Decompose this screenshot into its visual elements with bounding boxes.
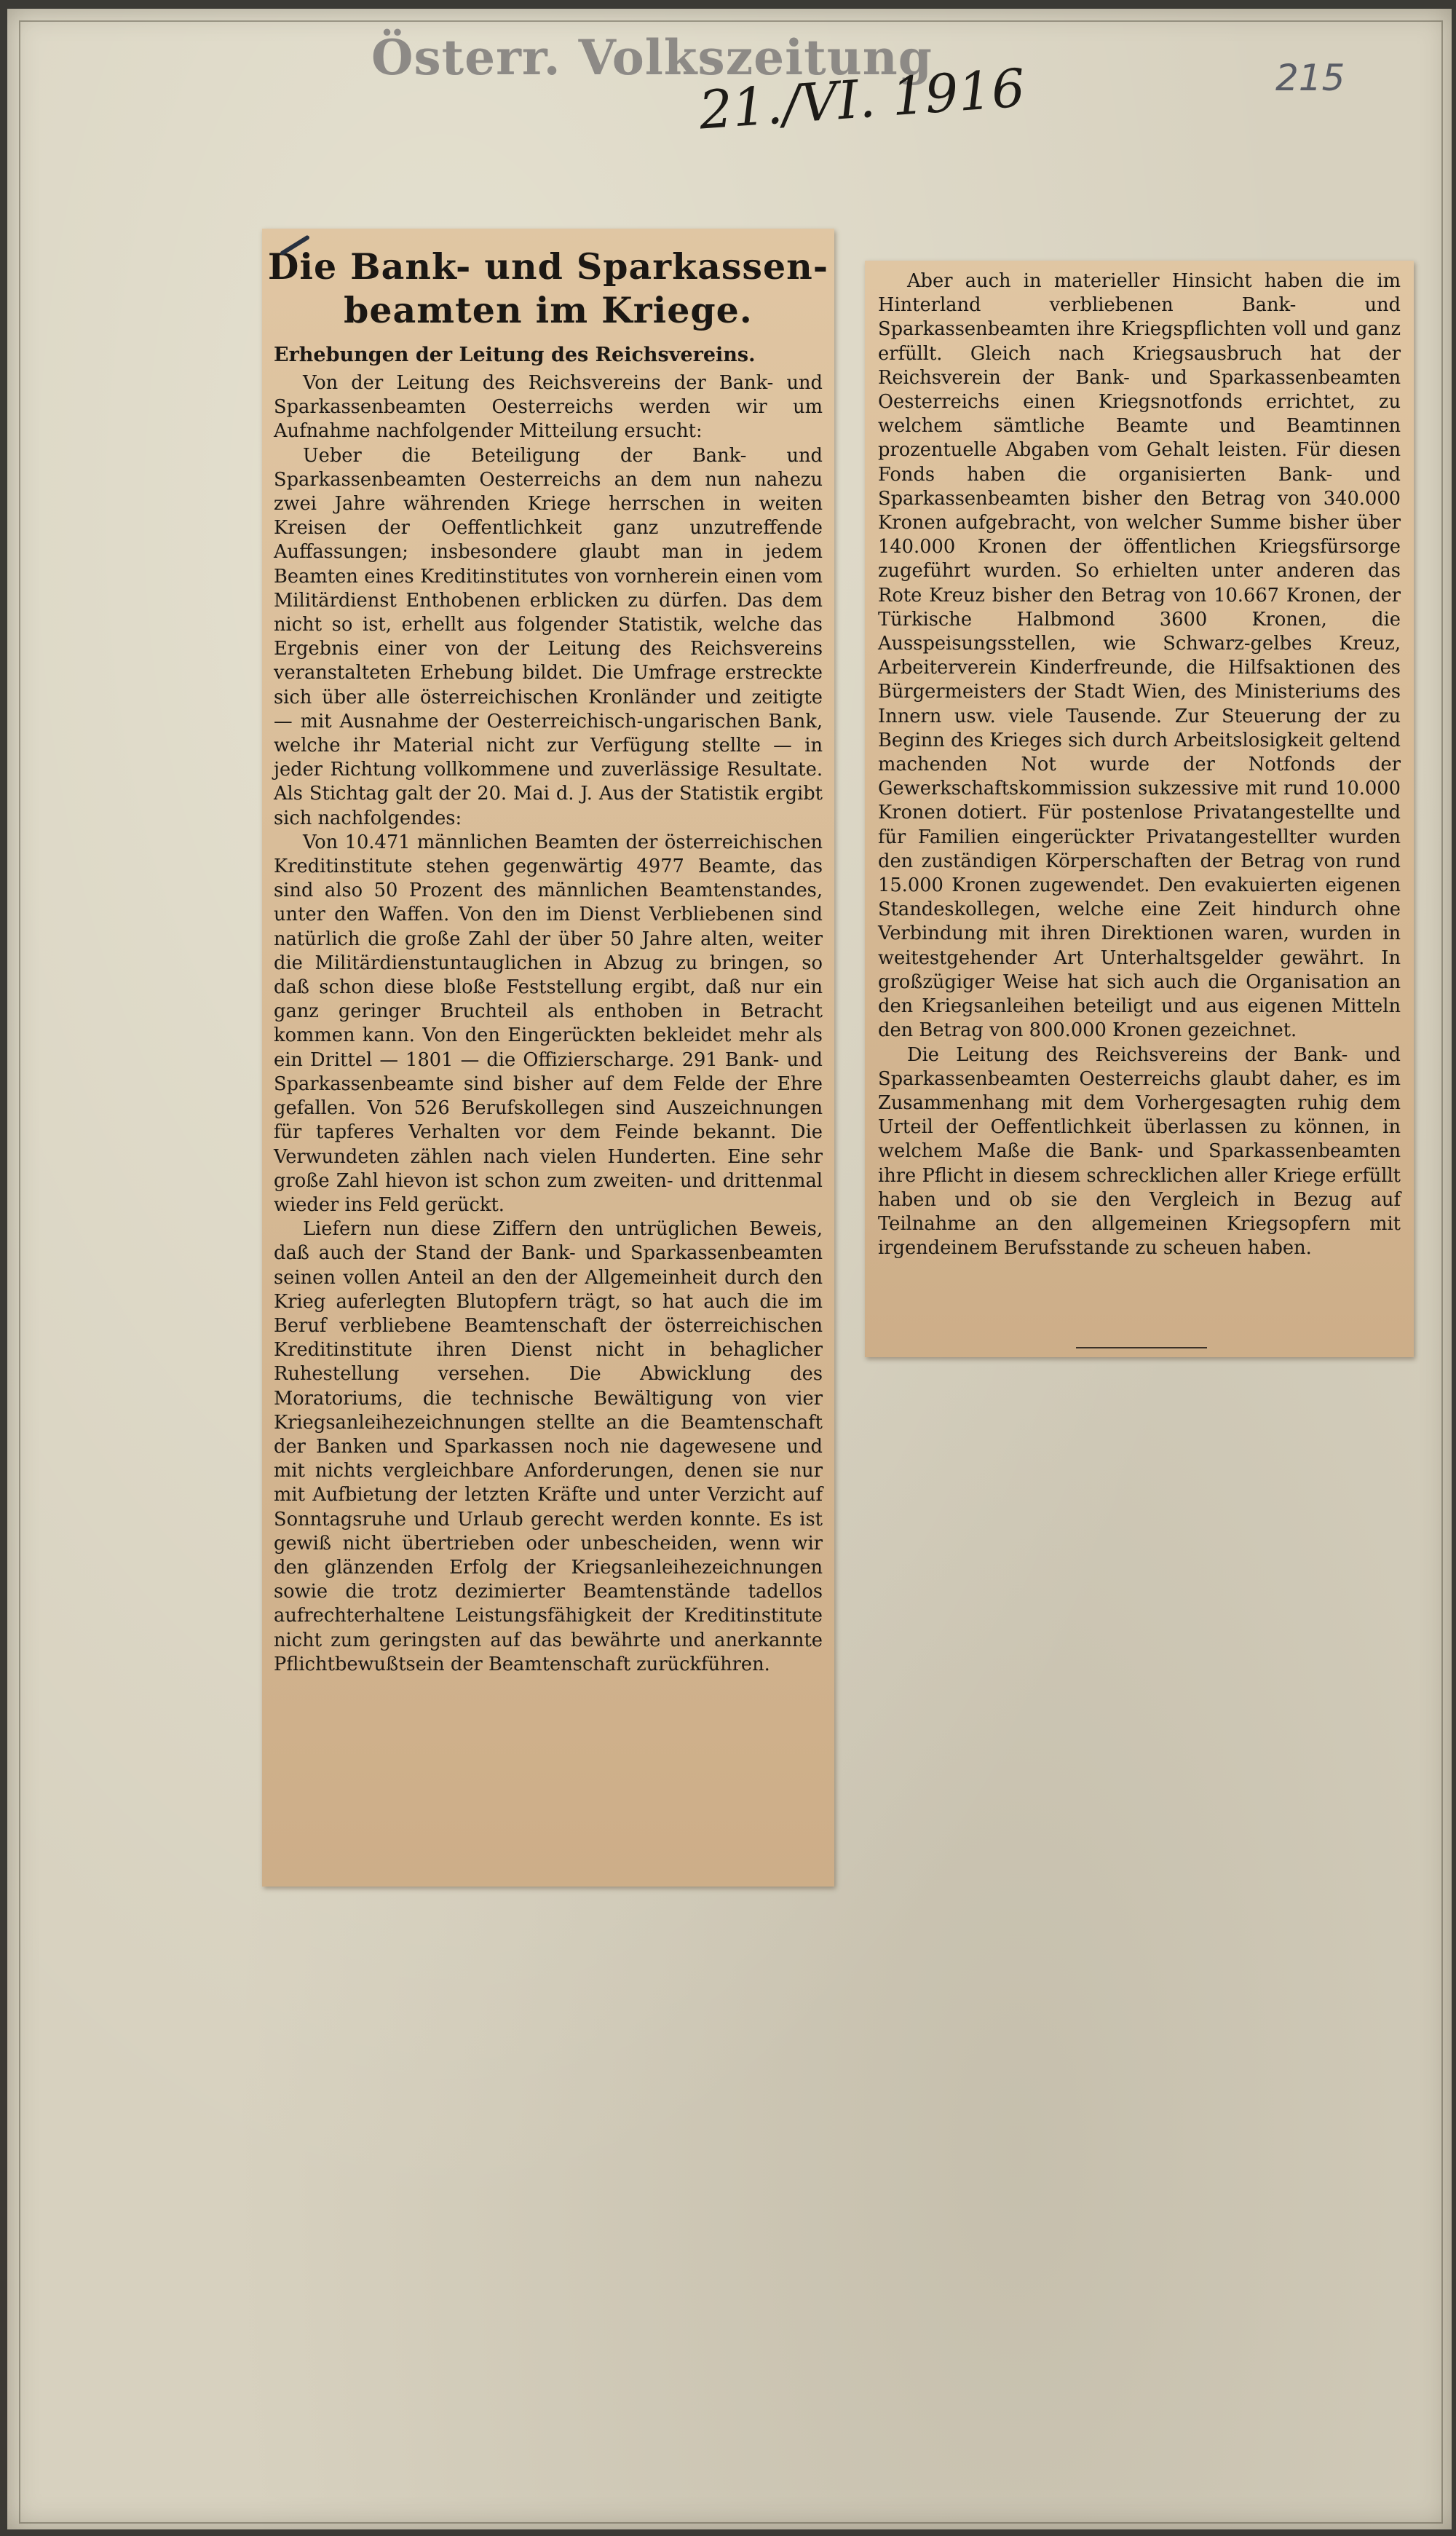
handwritten-date: 21./VI. 1916 bbox=[697, 57, 1027, 141]
column-2-paragraph: Aber auch in materieller Hinsicht haben die im Hinterland verbliebenen Bank- und Sparkassenbeamten ihre Kriegspflichten voll und ganz erfüllt. Gleich nach Kriegsausbruch hat der Reichsverein der Bank- und Sparkassenbeamten Oesterreichs einen Kriegsnotfonds errichtet, zu welchem sämtliche Beamte und Beamtinnen prozentuelle Abgaben vom Gehalt leisten. Für diesen Fonds haben die organisierten Bank- und Sparkassenbeamten bisher den Betrag von 340.000 Kronen aufgebracht, von welcher Summe bisher über 140.000 Kronen der öffentlichen Kriegsfürsorge zugeführt wurden. So erhielten unter anderen das Rote Kreuz bisher den Betrag von 10.667 Kronen, der Türkische Halbmond 3600 Kronen, die Ausspeisungsstellen, wie Schwarz-gelbes Kreuz, Arbeiterverein Kinderfreunde, die Hilfsaktionen des Bürgermeisters der Stadt Wien, des Ministeriums des Innern usw. viele Tausende. Zur Steuerung der zu Beginn des Krieges sich durch Arbeitslosigkeit geltend machenden Not wurde der Notfonds der Gewerkschaftskommission sukzessive mit rund 10.000 Kronen dotiert. Für postenlose Privatangestellte und für Familien eingerückter Privatangestellter wurden den zuständigen Körperschaften der Betrag von rund 15.000 Kronen zugewendet. Den evakuierten eigenen Standeskollegen, welche eine Zeit hindurch ohne Verbindung mit ihren Direktionen waren, wurden in weitestgehender Art Unterhaltsgelder gewährt. In großzügiger Weise hat sich auch die Organisation an den Kriegsanleihen beteiligt und aus eigenen Mitteln den Betrag von 800.000 Kronen gezeichnet. bbox=[878, 270, 1401, 1042]
article-clipping-left bbox=[262, 229, 834, 1887]
page-number: 215 bbox=[1275, 57, 1345, 99]
column-1-paragraph: Von 10.471 männlichen Beamten der österreichischen Kreditinstitute stehen gegenwärtig 4977 Beamte, das sind also 50 Prozent des männlichen Beamtenstandes, unter den Waffen. Von den im Dienst Verbliebenen sind natürlich die große Zahl der über 50 Jahre alten, weiter die Militärdienstuntauglichen in Abzug zu bringen, so daß schon diese bloße Feststellung ergibt, daß nur ein ganz geringer Bruchteil als enthoben in Betracht kommen kann. Von den Eingerückten bekleidet mehr als ein Drittel — 1801 — die Offizierscharge. 291 Bank- und Sparkassenbeamte sind bisher auf dem Felde der Ehre gefallen. Von 526 Berufskollegen sind Auszeichnungen für tapferes Verhalten vor dem Feinde bekannt. Die Verwundeten zählen nach vielen Hunderten. Eine sehr große Zahl hievon ist schon zum zweiten- und drittenmal wieder ins Feld gerückt. bbox=[274, 831, 823, 1216]
column-1-paragraph: Ueber die Beteiligung der Bank- und Sparkassenbeamten Oesterreichs an dem nun nahezu zwei Jahre währenden Kriege herrschen in weiten Kreisen der Oeffentlichkeit ganz unzutreffende Auffassungen; insbesondere glaubt man in jedem Beamten eines Kreditinstitutes von vornherein einen vom Militärdienst Enthobenen erblicken zu dürfen. Das dem nicht so ist, erhellt aus folgender Statistik, welche das Ergebnis einer von der Leitung des Reichsvereins veranstalteten Erhebung bildet. Die Umfrage erstreckte sich über alle österreichischen Kronländer und zeitigte — mit Ausnahme der Oesterreichisch-ungarischen Bank, welche ihr Material nicht zur Verfügung stellte — in jeder Richtung vollkommene und zuverlässige Resultate. Als Stichtag galt der 20. Mai d. J. Aus der Statistik ergibt sich nachfolgendes: bbox=[274, 444, 823, 829]
column-1-paragraph: Liefern nun diese Ziffern den untrüglichen Beweis, daß auch der Stand der Bank- und Sparkassenbeamten seinen vollen Anteil an den der Allgemeinheit durch den Krieg auferlegten Blutopfern trägt, so hat auch die im Beruf verbliebene Beamtenschaft der österreichischen Kreditinstitute ihren Dienst nicht in behaglicher Ruhestellung versehen. Die Abwicklung des Moratoriums, die technische Bewältigung von vier Kriegsanleihezeichnungen stellte an die Beamtenschaft der Banken und Sparkassen noch nie dagewesene und mit nichts vergleichbare Anforderungen, denen sie nur mit Aufbietung der letzten Kräfte und unter Verzicht auf Sonntagsruhe und Urlaub gerecht werden konnte. Es ist gewiß nicht übertrieben oder unbescheiden, wenn wir den glänzenden Erfolg der Kriegsanleihezeichnungen sowie die trotz dezimierter Beamtenstände tadellos aufrechterhaltene Leistungsfähigkeit der Kreditinstitute nicht zum geringsten auf das bewährte und anerkannte Pflichtbewußtsein der Beamtenschaft zurückführen. bbox=[274, 1218, 823, 1675]
article-headline bbox=[262, 245, 834, 332]
headline-line-1: Die Bank- und Sparkassen- bbox=[267, 245, 829, 288]
article-clipping-right bbox=[865, 261, 1414, 1357]
end-rule bbox=[1076, 1347, 1207, 1348]
column-1-paragraph: Von der Leitung des Reichsvereins der Bank- und Sparkassenbeamten Oesterreichs werden wir um Aufnahme nachfolgender Mitteilung ersucht: bbox=[274, 372, 823, 443]
column-2-paragraph: Die Leitung des Reichsvereins der Bank- und Sparkassenbeamten Oesterreichs glaubt daher, es im Zusammenhang mit dem Vorhergesagten ruhig dem Urteil der Oeffentlichkeit überlassen zu können, in welchem Maße die Bank- und Sparkassenbeamten ihre Pflicht in diesem schrecklichen aller Kriege erfüllt haben und ob sie den Vergleich in Bezug auf Teilnahme an den allgemeinen Kriegsopfern mit irgendeinem Berufsstande zu scheuen haben. bbox=[878, 1043, 1401, 1260]
article-column-2 bbox=[878, 269, 1401, 1260]
archive-sheet bbox=[7, 9, 1452, 2529]
newspaper-name-stamp: Österr. Volkszeitung bbox=[371, 29, 933, 86]
article-subheading: Erhebungen der Leitung des Reichsvereins. bbox=[274, 344, 756, 366]
headline-line-2: beamten im Kriege. bbox=[344, 289, 753, 331]
article-column-1 bbox=[274, 371, 823, 1677]
